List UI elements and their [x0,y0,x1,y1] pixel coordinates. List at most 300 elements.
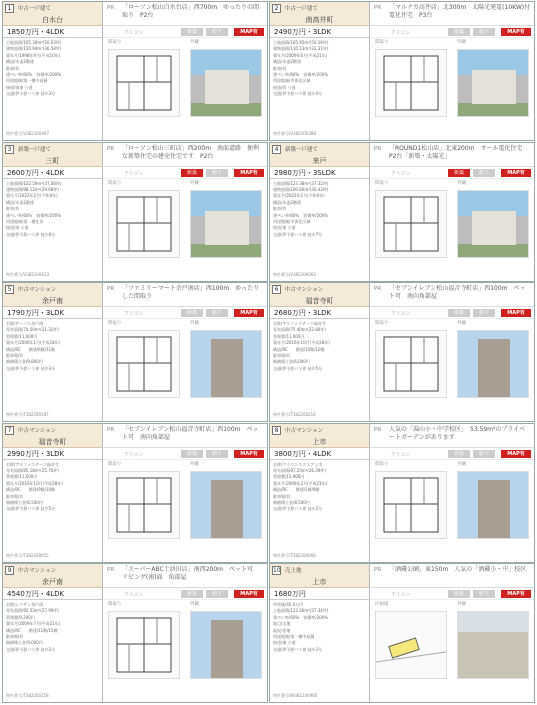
pr-body: 「マルナカ高井店」北300m 太陽光発電(10KW)付電化住宅 P3台 [389,4,531,19]
price-down-badge: 値下 [206,169,228,177]
spec-line: 築年月/1998年9月(平成10年) [6,52,61,58]
tag-row [104,307,267,319]
town-name: 余戸南 [42,297,63,305]
price-down-badge: 値下 [206,309,228,317]
property-type: 売土地 [285,568,302,574]
pr-text [104,564,267,588]
exterior-photo[interactable] [457,330,529,398]
spec-line: 土地面積/122.59m²(37.08坪) [6,180,62,186]
price-down-badge: 値下 [206,450,228,458]
price-down-badge: 値下 [473,28,495,36]
price-down-badge: 値下 [206,28,228,36]
property-code: 物件番号/V382200497 [6,131,49,136]
price-layout: 2600万円・4LDK [3,167,102,179]
price-down-badge: 値下 [473,169,495,177]
price-layout: 4540万円・4LDK [3,588,102,600]
property-code: 物件番号/T382200055 [6,552,49,558]
listing-media [104,180,267,260]
spec-line: 駐車場/有 [6,493,24,499]
spec-line: 駐車場/有 [6,353,24,359]
exterior-photo[interactable] [457,471,529,539]
floorplan-image[interactable] [375,330,447,398]
listing-summary [270,564,370,702]
new-badge: 新築 [181,590,203,598]
spec-line: 構造/RC 階建/11階/15階 [6,627,58,633]
property-type: 中古一戸建て [285,6,319,12]
spec-list [3,179,102,241]
map-button[interactable]: MAP有 [501,169,531,177]
property-type: 中古マンション [18,427,57,434]
tag-row [371,26,534,38]
tag-row [371,167,534,179]
pr-label: PR [374,145,382,152]
spec-line: 建物面積/98.12m²(29.68坪) [6,186,59,192]
property-code: 物件番号/T382200187 [6,412,49,417]
spec-line: 交通/伊予鉄バス停 徒歩3分 [6,365,56,371]
floorplan-image[interactable] [108,471,180,539]
listing-grid [2,1,535,704]
floorplan-drawing [376,331,446,397]
spec-list [3,600,102,655]
spec-list [3,38,102,100]
listing-summary [270,143,370,281]
listing-summary [270,424,370,562]
floorplan-image[interactable] [375,190,447,258]
pr-label: PR [107,567,115,573]
house-shape [472,211,516,245]
listing-header [3,143,102,167]
floorplan-drawing [376,612,446,678]
listing-detail [371,143,534,281]
spec-line: 築年月/2022年2月(令和4年) [273,193,325,199]
town-name: 福音寺町 [305,297,334,305]
tag-row [104,588,267,600]
floorplan-image[interactable] [108,190,180,258]
listing-number: 5 [5,285,14,294]
spec-line: 建物面積/120.94m²(36.58坪) [6,46,62,52]
listing-card[interactable] [2,282,268,422]
photo-label: 外観 [457,180,466,186]
listing-summary [270,283,370,421]
listing-media [371,39,534,119]
town-name: 福音寺町 [38,437,67,446]
new-badge: 新築 [181,450,203,458]
property-type: 中古マンション [285,287,324,293]
spec-line: 名称/クラウンスクエア上市 [273,461,323,467]
property-type: 中古一戸建て [18,6,52,12]
spec-line: 構造/RC 階建/10階/10階 [273,346,325,352]
floorplan-drawing [109,50,179,116]
listing-header [3,564,102,588]
tag-row [104,448,267,460]
spec-line: 交通/伊予鉄バス停 徒歩2分 [273,506,323,512]
photo-label: 外観 [190,602,199,607]
photo-label: 外観 [457,602,466,607]
listing-detail [104,283,267,421]
pr-body: 人気の「湯山小・中学校区」 53.59m²のプライベートガーデンがあります [389,425,526,441]
new-badge: 新築 [181,169,203,177]
map-button[interactable]: MAP有 [234,309,264,317]
spec-line: 構造/RC 階建/1階/9階 [273,487,320,493]
price-down-badge: 値下 [206,590,228,598]
pr-label: PR [374,5,382,11]
town-name: 南高井町 [305,16,334,24]
spec-line: 名称/レクサン余戸南 [6,602,44,607]
spec-line: 接道/東 公道 [273,640,296,646]
floorplan-drawing [376,50,446,116]
new-badge: 新築 [448,309,470,317]
icon-label: アイコン [391,311,411,317]
house-shape [205,70,249,104]
property-code: 物件番号/V382200413 [6,271,49,277]
listing-card[interactable] [2,423,268,563]
map-button[interactable]: MAP有 [234,169,264,177]
photo-label: 外観 [190,461,199,467]
floorplan-label: 間取り [108,40,122,45]
pr-body: 「セブンイレブン松山福音寺町店」西100m ペット可 南向角部屋 [389,285,526,300]
listing-media [371,320,534,400]
spec-line: 建ぺい率/60% 容積率/200% [6,212,62,218]
tag-row [104,26,267,38]
building-shape [211,480,243,538]
pr-body: 「スーパーABC土居田店」南西200m ペット可 リビング(南)面 角部屋 [122,566,260,581]
building-shape [211,339,243,397]
pr-label: PR [107,286,115,292]
price-down-badge: 値下 [473,590,495,598]
town-name: 上市 [312,578,327,586]
spec-line: 専有面積/75.40m²(22.80坪) [273,327,326,333]
new-badge: 新築 [448,28,470,36]
pr-text [371,143,534,167]
floorplan-image[interactable] [375,49,447,117]
floorplan-drawing [109,612,179,678]
new-badge: 新築 [448,450,470,458]
spec-line: 建ぺい率/60% 容積率/200% [273,614,329,620]
icon-label: アイコン [391,30,411,36]
pr-text [371,283,534,307]
exterior-photo[interactable] [457,190,529,258]
listing-summary [3,564,103,702]
spec-line: 建物面積/100.60m²(30.43坪) [273,186,329,192]
pr-label: PR [107,145,115,152]
spec-line: 築年月/2016年10月(平成28年) [273,340,330,346]
exterior-photo[interactable] [190,190,262,258]
exterior-photo[interactable] [190,330,262,398]
listing-header [3,2,102,26]
spec-line: 構造/木造2階建 [273,199,301,205]
spec-line: 築年月/2022年2月(令和4年) [6,193,58,199]
spec-line: 管理費/11,000円 [273,333,305,339]
building-shape [211,620,243,678]
floorplan-image[interactable] [108,49,180,117]
town-name: 三町 [45,156,60,165]
listing-media [104,320,267,400]
spec-line: 駐車/有 [6,206,20,212]
photo-label: 外観 [457,40,466,45]
house-shape [472,70,516,104]
spec-line: 管理費/11,000円 [6,333,38,339]
spec-line: 構造/RC 階建/9階/10階 [6,487,56,493]
listing-card[interactable] [269,142,535,282]
spec-line: 接道/南 公道 [6,225,29,231]
spec-line: 構造/木造2階建 [6,199,34,205]
spec-line: 修繕積立金/6,000円 [273,359,310,365]
listing-number: 9 [5,566,14,575]
map-button[interactable]: MAP有 [501,309,531,317]
listing-detail [371,2,534,140]
spec-line: 駐車/有 [273,206,287,212]
spec-line: 専有面積/87.25m²(26.39坪) [273,467,326,473]
spec-line: 名称/アルファステーツ福音寺 [6,461,59,467]
floorplan-label: 間取り [375,180,389,186]
pr-label: PR [374,286,382,292]
spec-line: 名称/アルファステーツ福音寺 [273,321,326,326]
property-code: 物件番号/T382200060 [273,552,316,558]
listing-header [270,564,369,588]
pr-body: 「酒蔵公園」東150m 人気の「酒蔵小・中」校区 [389,566,527,573]
exterior-photo[interactable] [457,611,529,679]
spec-line: 修繕積立金/9,000円 [6,640,43,646]
spec-line: 交通/伊予鉄バス停 徒歩2分 [6,646,56,652]
spec-list [3,460,102,515]
pr-text [371,424,534,448]
spec-line: 建ぺい率/60% 容積率/200% [273,212,329,218]
new-badge: 新築 [448,169,470,177]
price-layout: 1790万円・3LDK [3,307,102,319]
listing-header [270,424,369,448]
listing-number: 7 [5,426,14,435]
spec-list [3,319,102,374]
floorplan-drawing [109,331,179,397]
spec-line: 交通/伊予鉄バス停 徒歩5分 [273,365,323,371]
spec-line: 交通/伊予鉄バス停 徒歩3分 [6,91,56,97]
listing-number: 10 [273,567,281,574]
listing-card[interactable] [2,1,268,141]
pr-body: 「ROUND1松山店」北東200m オール電化住宅 P2台「新築・太陽光」 [389,144,529,160]
new-badge: 新築 [181,309,203,317]
floorplan-image[interactable] [375,611,447,679]
town-name: 白水台 [42,16,63,24]
exterior-photo[interactable] [457,49,529,117]
property-type: 新築一戸建て [18,146,52,153]
building-shape [478,339,510,397]
pr-body: 「ローソン松山白水台店」西700m ゆったりの間取り P2台 [122,4,259,19]
listing-header [3,424,102,448]
spec-line: 修繕積立金/6,500円 [6,499,43,505]
spec-line: 接道/東 公道 [273,225,296,231]
spec-line: 用途地域/第一種中高層 [6,78,48,84]
spec-list [270,460,369,515]
exterior-photo[interactable] [190,471,262,539]
spec-line: 築年月/2009年6月(平成21年) [273,52,328,58]
pr-label: PR [374,567,382,573]
floorplan-label: 間取り [108,461,122,467]
spec-list [270,179,369,241]
spec-list [270,319,369,374]
spec-line: 修繕積立金/9,800円 [6,359,43,365]
tag-row [371,448,534,460]
floorplan-drawing [109,472,179,538]
property-code: 物件番号/W382200960 [273,693,318,698]
pr-body: 「ローソン松山三町店」西200m 南面道路 便利な新築住宅の建売住宅です P2台 [122,144,260,160]
photo-label: 外観 [190,40,199,45]
spec-line: 駐車場/有 [273,493,291,499]
icon-label: アイコン [124,170,144,177]
pr-text [104,2,267,26]
new-badge: 新築 [181,28,203,36]
listing-header [270,283,369,307]
listing-summary [270,2,370,140]
listing-header [270,2,369,26]
listing-card[interactable] [269,1,535,141]
map-button[interactable]: MAP有 [501,590,531,598]
price-layout: 2680万円・3LDK [270,307,369,319]
price-down-badge: 値下 [473,309,495,317]
icon-label: アイコン [124,592,144,598]
price-layout: 2990万円・3LDK [3,448,102,460]
pr-body: 「セブンイレブン松山福音寺町店」西100m ペット可 南向角部屋 [122,425,259,441]
listing-media [104,461,267,541]
listing-media [104,601,267,681]
price-layout: 1850万円・4LDK [3,26,102,38]
price-layout: 1680万円 [270,588,369,600]
spec-line: 用途地域/市街化区域 [273,218,311,224]
spec-line: 用途地域/第一種中高層 [273,634,315,640]
spec-line: 修繕積立金/8,500円 [273,499,310,505]
floorplan-image[interactable] [375,471,447,539]
spec-line: 構造/RC 階建/6階/11階 [6,346,56,352]
exterior-photo[interactable] [190,49,262,117]
property-type: 中古マンション [285,427,324,434]
price-layout: 2980万円・3SLDK [270,167,369,179]
photo-label: 外観 [457,321,466,326]
pr-text [104,424,267,448]
photo-label: 外観 [190,321,199,326]
spec-line: 交通/伊予鉄バス停 徒歩7分 [273,231,323,237]
listing-number: 4 [272,145,281,154]
listing-detail [104,424,267,562]
spec-line: 駐車場/有 [273,353,291,359]
spec-line: 坪単価/45.0万円 [273,602,304,607]
listing-detail [104,2,267,140]
spec-line: 接道/西 公道 [273,84,296,90]
spec-list [270,38,369,100]
spec-line: 構造/木造2階建 [6,59,34,65]
spec-line: 名称/サーパス余戸南 [6,321,44,326]
floorplan-image[interactable] [108,611,180,679]
floorplan-label: 間取り [108,602,122,607]
photo-label: 外観 [190,180,199,186]
spec-line: 専有面積/92.53m²(27.99坪) [6,608,59,614]
listing-card[interactable] [2,142,268,282]
listing-number: 6 [272,285,281,294]
listing-summary [3,143,103,281]
listing-detail [104,143,267,281]
icon-label: アイコン [391,170,411,177]
spec-line: 土地面積/123.46m²(37.34坪) [273,608,329,614]
floorplan-image[interactable] [108,330,180,398]
listing-detail [371,564,534,702]
pr-text [371,564,534,588]
floorplan-label: 間取り [375,321,389,326]
house-shape [205,211,249,245]
tag-row [371,588,534,600]
spec-line: 管理費/9,200円 [6,614,35,620]
photo-label: 外観 [457,461,466,467]
floorplan-label: 間取り [375,40,389,45]
listing-summary [3,424,103,562]
floorplan-label: 間取り [108,180,122,186]
spec-line: 管理費/11,600円 [6,474,38,480]
listing-media [371,461,534,541]
property-type: 新築一戸建て [285,146,319,153]
spec-line: 交通/伊予鉄バス停 徒歩5分 [6,506,56,512]
map-button[interactable]: MAP有 [501,450,531,458]
listing-number: 1 [5,4,14,13]
map-button[interactable]: MAP有 [234,450,264,458]
icon-label: アイコン [391,451,411,458]
icon-label: アイコン [124,311,144,317]
spec-line: 駐車/有 [6,65,20,71]
listing-media [104,39,267,119]
spec-line: 地目/宅地 [273,621,291,627]
listing-card[interactable] [269,563,535,703]
listing-card[interactable] [269,282,535,422]
map-button[interactable]: MAP有 [234,28,264,36]
icon-label: アイコン [124,451,144,458]
town-name: 余戸南 [42,578,63,586]
town-name: 上市 [312,437,327,446]
pr-label: PR [374,426,382,433]
spec-line: 土地面積/123.38m²(37.32坪) [273,180,329,186]
spec-line: 管理費/11,900円 [273,474,305,480]
pr-text [104,143,267,167]
exterior-photo[interactable] [190,611,262,679]
listing-card[interactable] [269,423,535,563]
floorplan-drawing [376,472,446,538]
icon-label: アイコン [391,592,411,598]
spec-line: 専有面積/85.18m²(25.76坪) [6,467,59,473]
listing-header [270,143,369,167]
floorplan-drawing [109,191,179,257]
spec-line: 交通/伊予鉄バス停 徒歩3分 [273,646,323,652]
map-button[interactable]: MAP有 [501,28,531,36]
building-shape [478,480,510,538]
floorplan-drawing [376,191,446,257]
new-badge: 新築 [448,590,470,598]
listing-detail [371,424,534,562]
property-type: 中古マンション [18,287,57,293]
spec-line: 築年月/2009年7月(平成21年) [6,621,61,627]
spec-line: 用途地域/市街化区域 [273,78,311,84]
spec-line: 建ぺい率/60% 容積率/200% [6,72,62,78]
pr-text [371,2,534,26]
spec-line: 交通/伊予鉄バス停 徒歩4分 [273,91,323,97]
listing-number: 8 [272,426,281,435]
price-down-badge: 値下 [473,450,495,458]
spec-line: 土地面積/165.95m²(50.19坪) [273,40,329,45]
floorplan-label: 間取り [108,321,122,326]
spec-line: 専有面積/70.50m²(21.32坪) [6,327,59,333]
spec-line: 接道/南東 公道 [6,84,33,90]
pr-text [104,283,267,307]
floorplan-label: 間取り [375,461,389,467]
map-button[interactable]: MAP有 [234,590,264,598]
pr-label: PR [107,426,115,433]
pr-body: 「ファミリーマート余戸南店」西100m ゆったりした間取り [122,285,260,300]
listing-card[interactable] [2,563,268,703]
property-code: 物件番号/V382200388 [273,131,316,136]
